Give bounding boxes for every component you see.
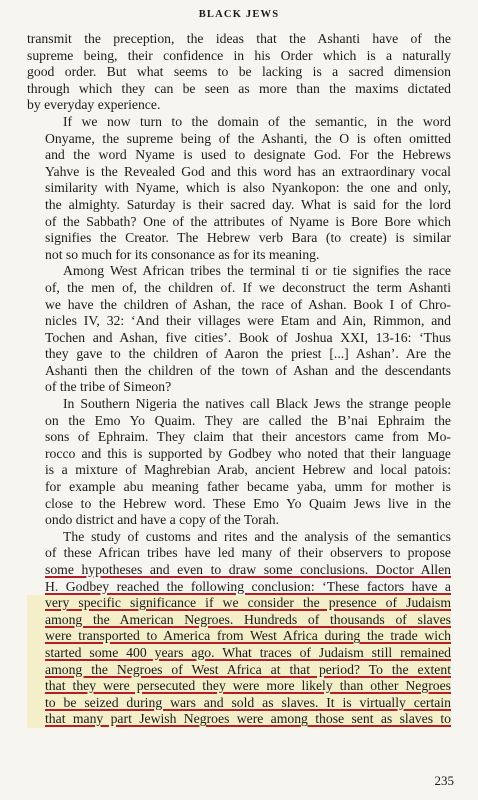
highlighted-line: started some 400 years ago. What traces of Judaism still remained — [27, 645, 451, 662]
text-line: is a mixture of Maghrebian Arab, ancient Hebrew and local patois: — [45, 462, 451, 478]
running-header: BLACK JEWS — [198, 9, 280, 20]
text-line: of the tribe of Simeon? — [45, 379, 172, 395]
text-line: sons of Ephraim. They claim that their ancestors came from Mo- — [45, 429, 451, 445]
body-text — [27, 31, 451, 728]
text-line: on the Emo Yo Quaim. They are called the B’nai Ephraim the — [45, 412, 451, 428]
text-line: good order. But what seems to be lacking is a sacred dimension — [27, 64, 451, 80]
highlighted-line: among the Negroes of West Africa at that period? To the extent — [27, 662, 451, 679]
text-line: In Southern Nigeria the natives call Black Jews the strange people — [63, 396, 451, 412]
text-line: we have the children of Ashan, the race of Ashan. Book I of Chro- — [45, 296, 451, 312]
paragraph — [27, 31, 451, 114]
text-line: If we now turn to the domain of the semantic, in the word — [63, 113, 451, 129]
text-line: Tochen and Ashan, five cities’. Book of Joshua XXI, 13-16: ‘Thus — [45, 329, 451, 345]
text-line: for example abu meaning father became yaba, umm for mother is — [45, 479, 451, 495]
text-line: supreme being, their confidence in his Order which is a naturally — [27, 47, 451, 63]
text-line: Onyame, the supreme being of the Ashanti, the O is often omitted — [45, 130, 451, 146]
highlighted-line: to be seized during wars and sold as slaves. It is virtually certain — [27, 695, 451, 712]
text-line: of the Sabbath? One of the attributes of Nyame is Bore Bore which — [45, 213, 451, 229]
text-line: by everyday experience. — [27, 97, 161, 113]
text-line: signifies the Creator. The Hebrew verb Bara (to create) is similar — [45, 230, 451, 246]
text-line: through which they can be seen as more than the maxims dictated — [27, 80, 451, 96]
paragraph — [27, 263, 451, 396]
text-line: they gave to the children of Aaron the priest [...] Ashan’. Are the — [45, 346, 451, 362]
text-line: nicles IV, 32: ‘And their villages were Etam and Ain, Rimmon, and — [45, 313, 451, 329]
text-line: not so much for its consonance as for its meaning. — [45, 246, 320, 262]
paragraph — [27, 529, 451, 728]
paragraph — [27, 114, 451, 263]
text-line: Ashanti then the children of the town of Ashan and the descendants — [45, 362, 451, 378]
page-number: 235 — [434, 773, 454, 788]
text-line: rocco and this is supported by Godbey who noted that their language — [45, 445, 451, 461]
highlighted-line: very specific significance if we consider the presence of Judaism — [27, 595, 451, 612]
highlighted-line: were transported to America from West Africa during the trade wich — [27, 628, 451, 645]
text-line: of these African tribes have led many of their observers to propose — [45, 545, 451, 561]
text-line: the almighty. Saturday is their sacred day. What is said for the lord — [45, 196, 451, 212]
underlined-line: H. Godbey reached the following conclusion: ‘These factors have a — [45, 578, 451, 594]
highlighted-line: that many part Jewish Negroes were among those sent as slaves to — [27, 711, 451, 728]
paragraph — [27, 396, 451, 529]
text-line: and the word Nyame is used to designate God. For the Hebrews — [45, 147, 451, 163]
highlighted-line: that they were persecuted they were more likely than other Negroes — [27, 678, 451, 695]
text-line: transmit the preception, the ideas that the Ashanti have of the — [27, 31, 451, 46]
underlined-line: some hypotheses and even to draw some conclusions. Doctor Allen — [45, 562, 451, 577]
text-line: close to the Hebrew word. These Emo Yo Quaim Jews live in the — [45, 495, 451, 511]
text-line: The study of customs and rites and the analysis of the semantics — [63, 528, 451, 544]
highlighted-line: among the American Negroes. Hundreds of thousands of slaves — [27, 612, 451, 629]
text-line: Among West African tribes the terminal ti or tie signifies the race — [63, 263, 451, 279]
text-line: ondo district and have a copy of the Torah. — [45, 512, 280, 528]
text-line: similarity with Nyame, which is also Nyankopon: the one and only, — [45, 180, 451, 196]
text-line: of, the men of, the children of. If we deconstruct the term Ashanti — [45, 279, 451, 295]
text-line: Yahve is the Revealed God and this word has an extraordinary vocal — [45, 163, 451, 179]
